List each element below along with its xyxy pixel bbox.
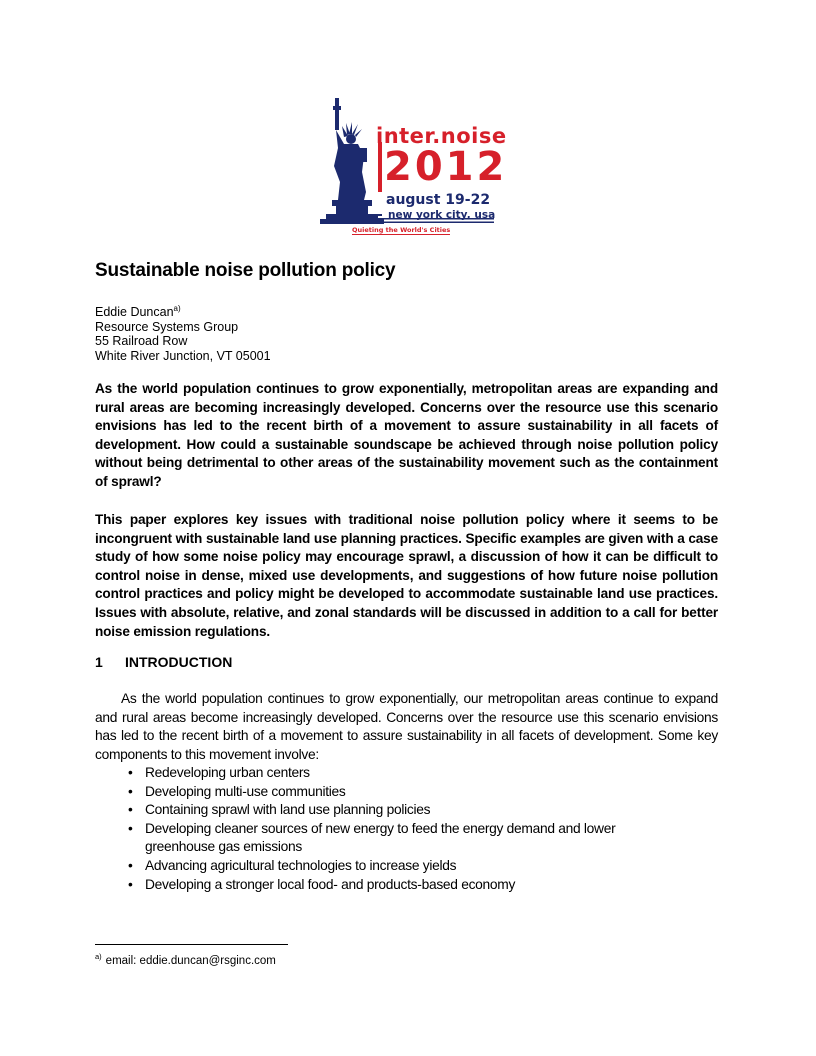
author-name: Eddie Duncan	[95, 305, 174, 319]
list-item: • Developing cleaner sources of new energy to feed the energy demand and lower greenhouse gas emissions	[128, 820, 688, 857]
conference-logo	[318, 96, 508, 246]
footnote-divider	[95, 944, 288, 945]
author-organization: Resource Systems Group	[95, 319, 239, 334]
logo-year-text: 2012	[384, 144, 508, 190]
intro-paragraph: As the world population continues to grow exponentially, our metropolitan areas continue to expand and rural areas become increasingly developed. Concerns over the resource use this scenario envisions has led to the recent birth of a movement to assure sustainability in all facets of development. Some key components to this movement involve:	[95, 691, 718, 762]
list-item: • Developing a stronger local food- and products-based economy	[128, 876, 688, 895]
logo-internoise-text: inter.noise	[376, 124, 507, 148]
author-footnote-marker: a)	[173, 303, 181, 313]
bullet-list	[128, 764, 688, 894]
abstract-paragraph-1: As the world population continues to grow exponentially, metropolitan areas are expanding and rural areas are becoming increasingly developed. Concerns over the resource use this scenario envisions has led to the recent birth of a movement to assure sustainability in all facets of development. How could a sustainable soundscape be achieved through noise pollution policy without being detrimental to other areas of the sustainability movement such as the containment of sprawl?	[95, 381, 718, 489]
author-block	[95, 305, 271, 363]
author-street: 55 Railroad Row	[95, 334, 188, 348]
footnote	[95, 952, 276, 967]
author-name-line	[95, 305, 271, 320]
list-item: • Advancing agricultural technologies to increase yields	[128, 857, 688, 876]
abstract-paragraph-2: This paper explores key issues with traditional noise pollution policy where it seems to be incongruent with sustainable land use planning practices. Specific examples are given with a case study of how some noise policy may encourage sprawl, a discussion of how it can be difficult to control noise in dense, mixed use developments, and suggestions of how future noise pollution control practices and policy might be developed to accommodate sustainable land use practices. Issues with absolute, relative, and zonal standards will be discussed in addition to a call for better noise emission regulations.	[95, 512, 718, 639]
logo-tagline: Quieting the World's Cities	[352, 226, 451, 234]
footnote-email: email: eddie.duncan@rsginc.com	[105, 955, 276, 967]
list-item: • Containing sprawl with land use planning policies	[128, 801, 688, 820]
section-heading	[95, 654, 232, 670]
list-item: • Developing multi-use communities	[128, 783, 688, 802]
paper-title: Sustainable noise pollution policy	[95, 260, 396, 281]
logo-location-text: new york city, usa	[388, 209, 496, 221]
section-number: 1	[95, 654, 103, 670]
logo-dates-text: august 19-22	[386, 192, 491, 208]
list-item: • Redeveloping urban centers	[128, 764, 688, 783]
section-title: INTRODUCTION	[125, 654, 233, 670]
author-city: White River Junction, VT 05001	[95, 348, 271, 363]
footnote-marker: a)	[95, 952, 102, 962]
